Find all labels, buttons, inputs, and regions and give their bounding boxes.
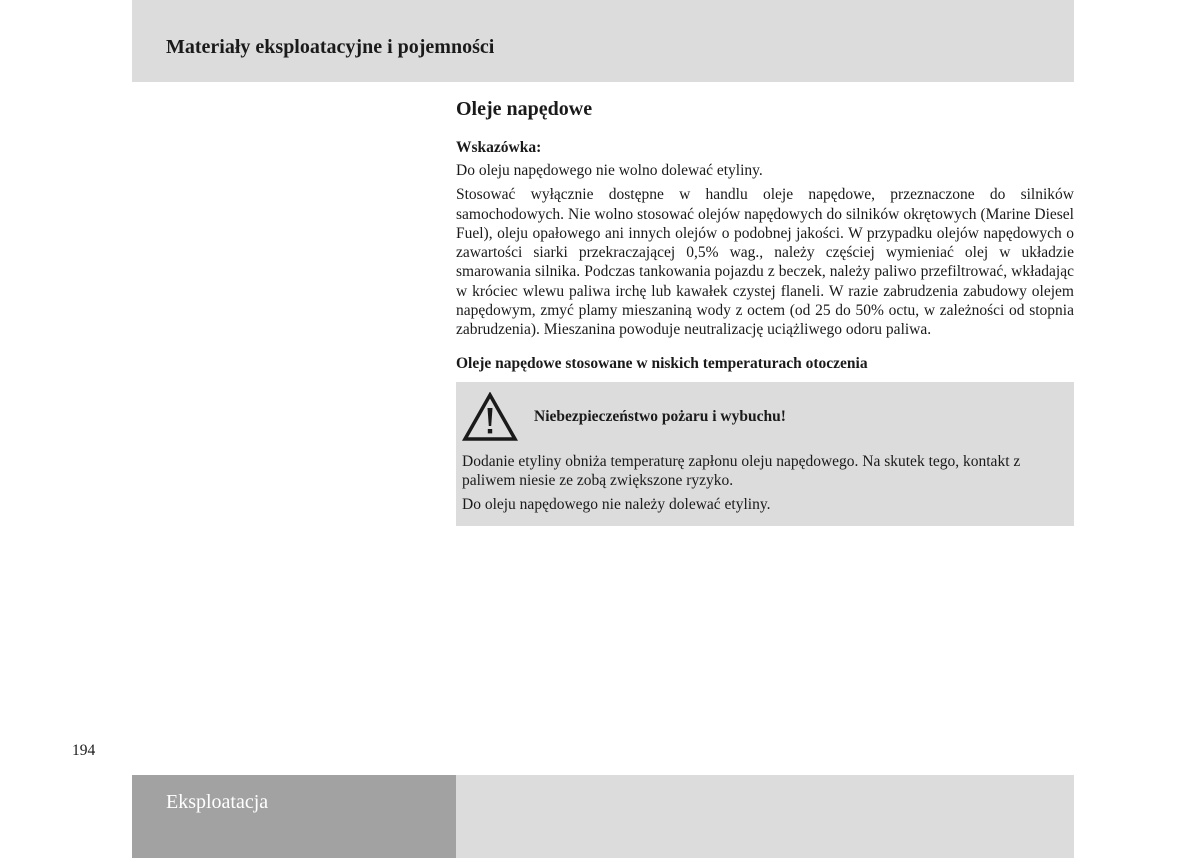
chapter-tab xyxy=(132,775,456,858)
warning-text-2: Do oleju napędowego nie należy dolewać etyliny. xyxy=(462,496,771,514)
main-content xyxy=(456,96,1074,526)
page-number: 194 xyxy=(72,742,96,759)
note-paragraph-1: Do oleju napędowego nie wolno dolewać etyliny. xyxy=(456,162,763,179)
warning-text-1: Dodanie etyliny obniża temperaturę zapłonu oleju napędowego. Na skutek tego, kontakt z paliwem niesie ze zobą zwiększone ryzyko. xyxy=(462,452,1021,489)
warning-box xyxy=(456,382,1074,526)
body-paragraph: Stosować wyłącznie dostępne w handlu oleje napędowe, przeznaczone do silników samochodowych. Nie wolno stosować olejów napędowych do silników okrętowych (Marine Diesel Fuel), oleju opałowego ani innych olejów o podobnej jakości. W przypadku olejów napędowych o zawartości siarki przekraczającej 0,5% wag., należy częściej wymieniać olej w układzie smarowania silnika. Podczas tankowania pojazdu z beczek, należy paliwo przefiltrować, wkładając w króciec wlewu paliwa irchę lub kawałek czystej flaneli. W razie zabrudzenia zabudowy olejem napędowym, zmyć plamy mieszaniną wody z octem (od 25 do 50% octu, w zależności od stopnia zabrudzenia). Mieszanina powoduje neutralizację uciążliwego odoru paliwa. xyxy=(456,186,1074,339)
chapter-tab-label: Eksploatacja xyxy=(166,791,269,813)
section-title: Oleje napędowe xyxy=(456,98,593,120)
warning-header xyxy=(462,392,1066,442)
page-title: Materiały eksploatacyjne i pojemności xyxy=(166,36,495,58)
note-label: Wskazówka: xyxy=(456,139,542,156)
warning-triangle-icon xyxy=(462,392,518,442)
subheading: Oleje napędowe stosowane w niskich temperaturach otoczenia xyxy=(456,354,868,372)
footer-bar xyxy=(456,775,1074,858)
warning-title: Niebezpieczeństwo pożaru i wybuchu! xyxy=(534,407,786,425)
header-bar xyxy=(132,0,1074,82)
